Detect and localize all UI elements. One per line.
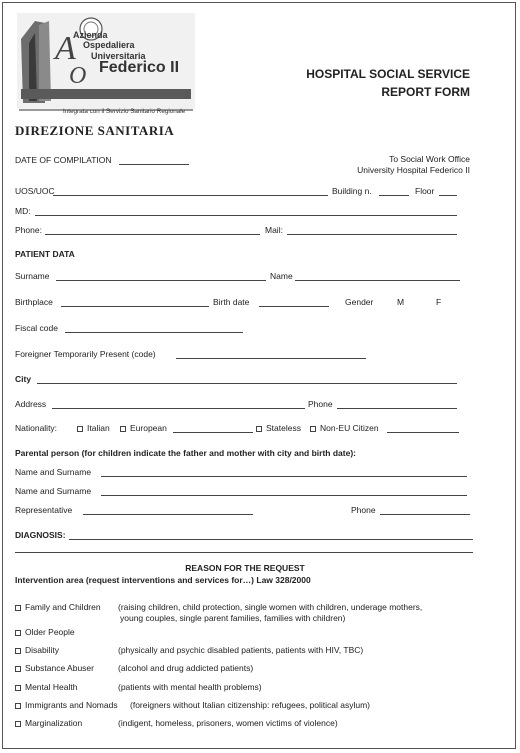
reason-item-marginalization[interactable]: Marginalization	[15, 718, 82, 728]
hospital-logo	[15, 11, 197, 119]
reason-desc-immigrants: (foreigners without Italian citizenship: refugees, political asylum)	[130, 700, 371, 710]
representative-phone-field[interactable]	[380, 514, 470, 515]
report-form-page	[2, 2, 516, 749]
to-hospital: University Hospital Federico II	[357, 165, 470, 175]
birthplace-field[interactable]	[61, 306, 209, 307]
form-title-line1: HOSPITAL SOCIAL SERVICE	[306, 67, 470, 81]
checkbox-icon[interactable]	[120, 426, 126, 432]
date-label: DATE OF COMPILATION	[15, 155, 112, 165]
to-office: To Social Work Office	[389, 154, 470, 164]
reason-item-family[interactable]: Family and Children	[15, 602, 101, 612]
parent1-field[interactable]	[101, 476, 467, 477]
nat-noneu-option[interactable]: Non-EU Citizen	[310, 423, 379, 433]
reason-item-older[interactable]: Older People	[15, 627, 75, 637]
nat-italian-option[interactable]: Italian	[77, 423, 110, 433]
city-label: City	[15, 374, 32, 384]
parental-heading: Parental person (for children indicate the father and mother with city and birth date):	[15, 448, 356, 458]
form-title-line2: REPORT FORM	[381, 85, 470, 99]
checkbox-icon[interactable]	[15, 685, 21, 691]
phone-field[interactable]	[45, 234, 260, 235]
reason-item-disability[interactable]: Disability	[15, 645, 59, 655]
building-label: Building n.	[332, 186, 372, 196]
svg-text:A: A	[55, 30, 76, 67]
reason-desc-family: (raising children, child protection, single women with children, underage mothers,	[118, 602, 423, 612]
reason-heading: REASON FOR THE REQUEST	[185, 563, 305, 573]
reason-desc-marginalization: (indigent, homeless, prisoners, women victims of violence)	[118, 718, 338, 728]
md-label: MD:	[15, 206, 31, 216]
logo-line1: Azienda	[73, 30, 108, 40]
nationality-label: Nationality:	[15, 423, 58, 433]
uos-label: UOS/UOC	[15, 186, 55, 196]
nat-european-option[interactable]: European	[120, 423, 167, 433]
birthdate-field[interactable]	[259, 306, 329, 307]
checkbox-icon[interactable]	[15, 666, 21, 672]
building-field[interactable]	[379, 195, 409, 196]
birthdate-label: Birth date	[213, 297, 250, 307]
date-field[interactable]	[119, 164, 189, 165]
city-field[interactable]	[37, 383, 457, 384]
address-field[interactable]	[52, 408, 305, 409]
reason-desc-mental: (patients with mental health problems)	[118, 682, 262, 692]
diagnosis-label: DIAGNOSIS:	[15, 530, 66, 540]
checkbox-icon[interactable]	[15, 648, 21, 654]
patient-data-heading: PATIENT DATA	[15, 249, 75, 259]
logo-line2: Ospedaliera	[83, 40, 135, 50]
reason-desc-disability: (physically and psychic disabled patients, patients with HIV, TBC)	[118, 645, 364, 655]
foreigner-label: Foreigner Temporarily Present (code)	[15, 349, 156, 359]
floor-field[interactable]	[439, 195, 457, 196]
representative-label: Representative	[15, 505, 73, 515]
mail-field[interactable]	[287, 234, 457, 235]
gender-label: Gender	[345, 297, 374, 307]
diagnosis-field[interactable]	[69, 539, 473, 540]
gender-f-option[interactable]: F	[436, 297, 442, 307]
parent1-label: Name and Surname	[15, 467, 92, 477]
logo-line3: Universitaria	[91, 51, 146, 61]
parent2-label: Name and Surname	[15, 486, 92, 496]
parent2-field[interactable]	[101, 495, 467, 496]
uos-field[interactable]	[53, 195, 328, 196]
logo-line4: Federico II	[99, 59, 180, 76]
checkbox-icon[interactable]	[15, 703, 21, 709]
nat-european-field[interactable]	[173, 432, 253, 433]
nat-noneu-field[interactable]	[387, 432, 459, 433]
intervention-area: Intervention area (request interventions and services for…) Law 328/2000	[15, 575, 311, 585]
mail-label: Mail:	[265, 225, 283, 235]
checkbox-icon[interactable]	[256, 426, 262, 432]
reason-desc-family-2: young couples, single parent families, families with children)	[120, 613, 346, 623]
nat-stateless-option[interactable]: Stateless	[256, 423, 301, 433]
foreigner-field[interactable]	[176, 358, 366, 359]
fiscal-code-field[interactable]	[65, 332, 243, 333]
checkbox-icon[interactable]	[15, 721, 21, 727]
name-field[interactable]	[295, 280, 460, 281]
patient-phone-label: Phone	[308, 399, 333, 409]
md-field[interactable]	[35, 215, 457, 216]
reason-item-substance[interactable]: Substance Abuser	[15, 663, 94, 673]
surname-field[interactable]	[56, 280, 266, 281]
patient-phone-field[interactable]	[337, 408, 457, 409]
reason-item-mental[interactable]: Mental Health	[15, 682, 77, 692]
fiscal-code-label: Fiscal code	[15, 323, 58, 333]
address-label: Address	[15, 399, 47, 409]
gender-m-option[interactable]: M	[397, 297, 405, 307]
reason-desc-substance: (alcohol and drug addicted patients)	[118, 663, 254, 673]
diagnosis-field-2[interactable]	[15, 552, 473, 553]
svg-text:O: O	[69, 63, 87, 89]
direzione-sanitaria: DIREZIONE SANITARIA	[15, 123, 175, 138]
floor-label: Floor	[415, 186, 435, 196]
logo-tagline: Integrata con il Servizio Sanitario Regionale	[63, 108, 186, 115]
checkbox-icon[interactable]	[310, 426, 316, 432]
phone-label: Phone:	[15, 225, 42, 235]
reason-item-immigrants[interactable]: Immigrants and Nomads	[15, 700, 118, 710]
surname-label: Surname	[15, 271, 50, 281]
name-label: Name	[270, 271, 293, 281]
representative-field[interactable]	[83, 514, 253, 515]
checkbox-icon[interactable]	[15, 630, 21, 636]
checkbox-icon[interactable]	[15, 605, 21, 611]
birthplace-label: Birthplace	[15, 297, 53, 307]
checkbox-icon[interactable]	[77, 426, 83, 432]
representative-phone-label: Phone	[351, 505, 376, 515]
